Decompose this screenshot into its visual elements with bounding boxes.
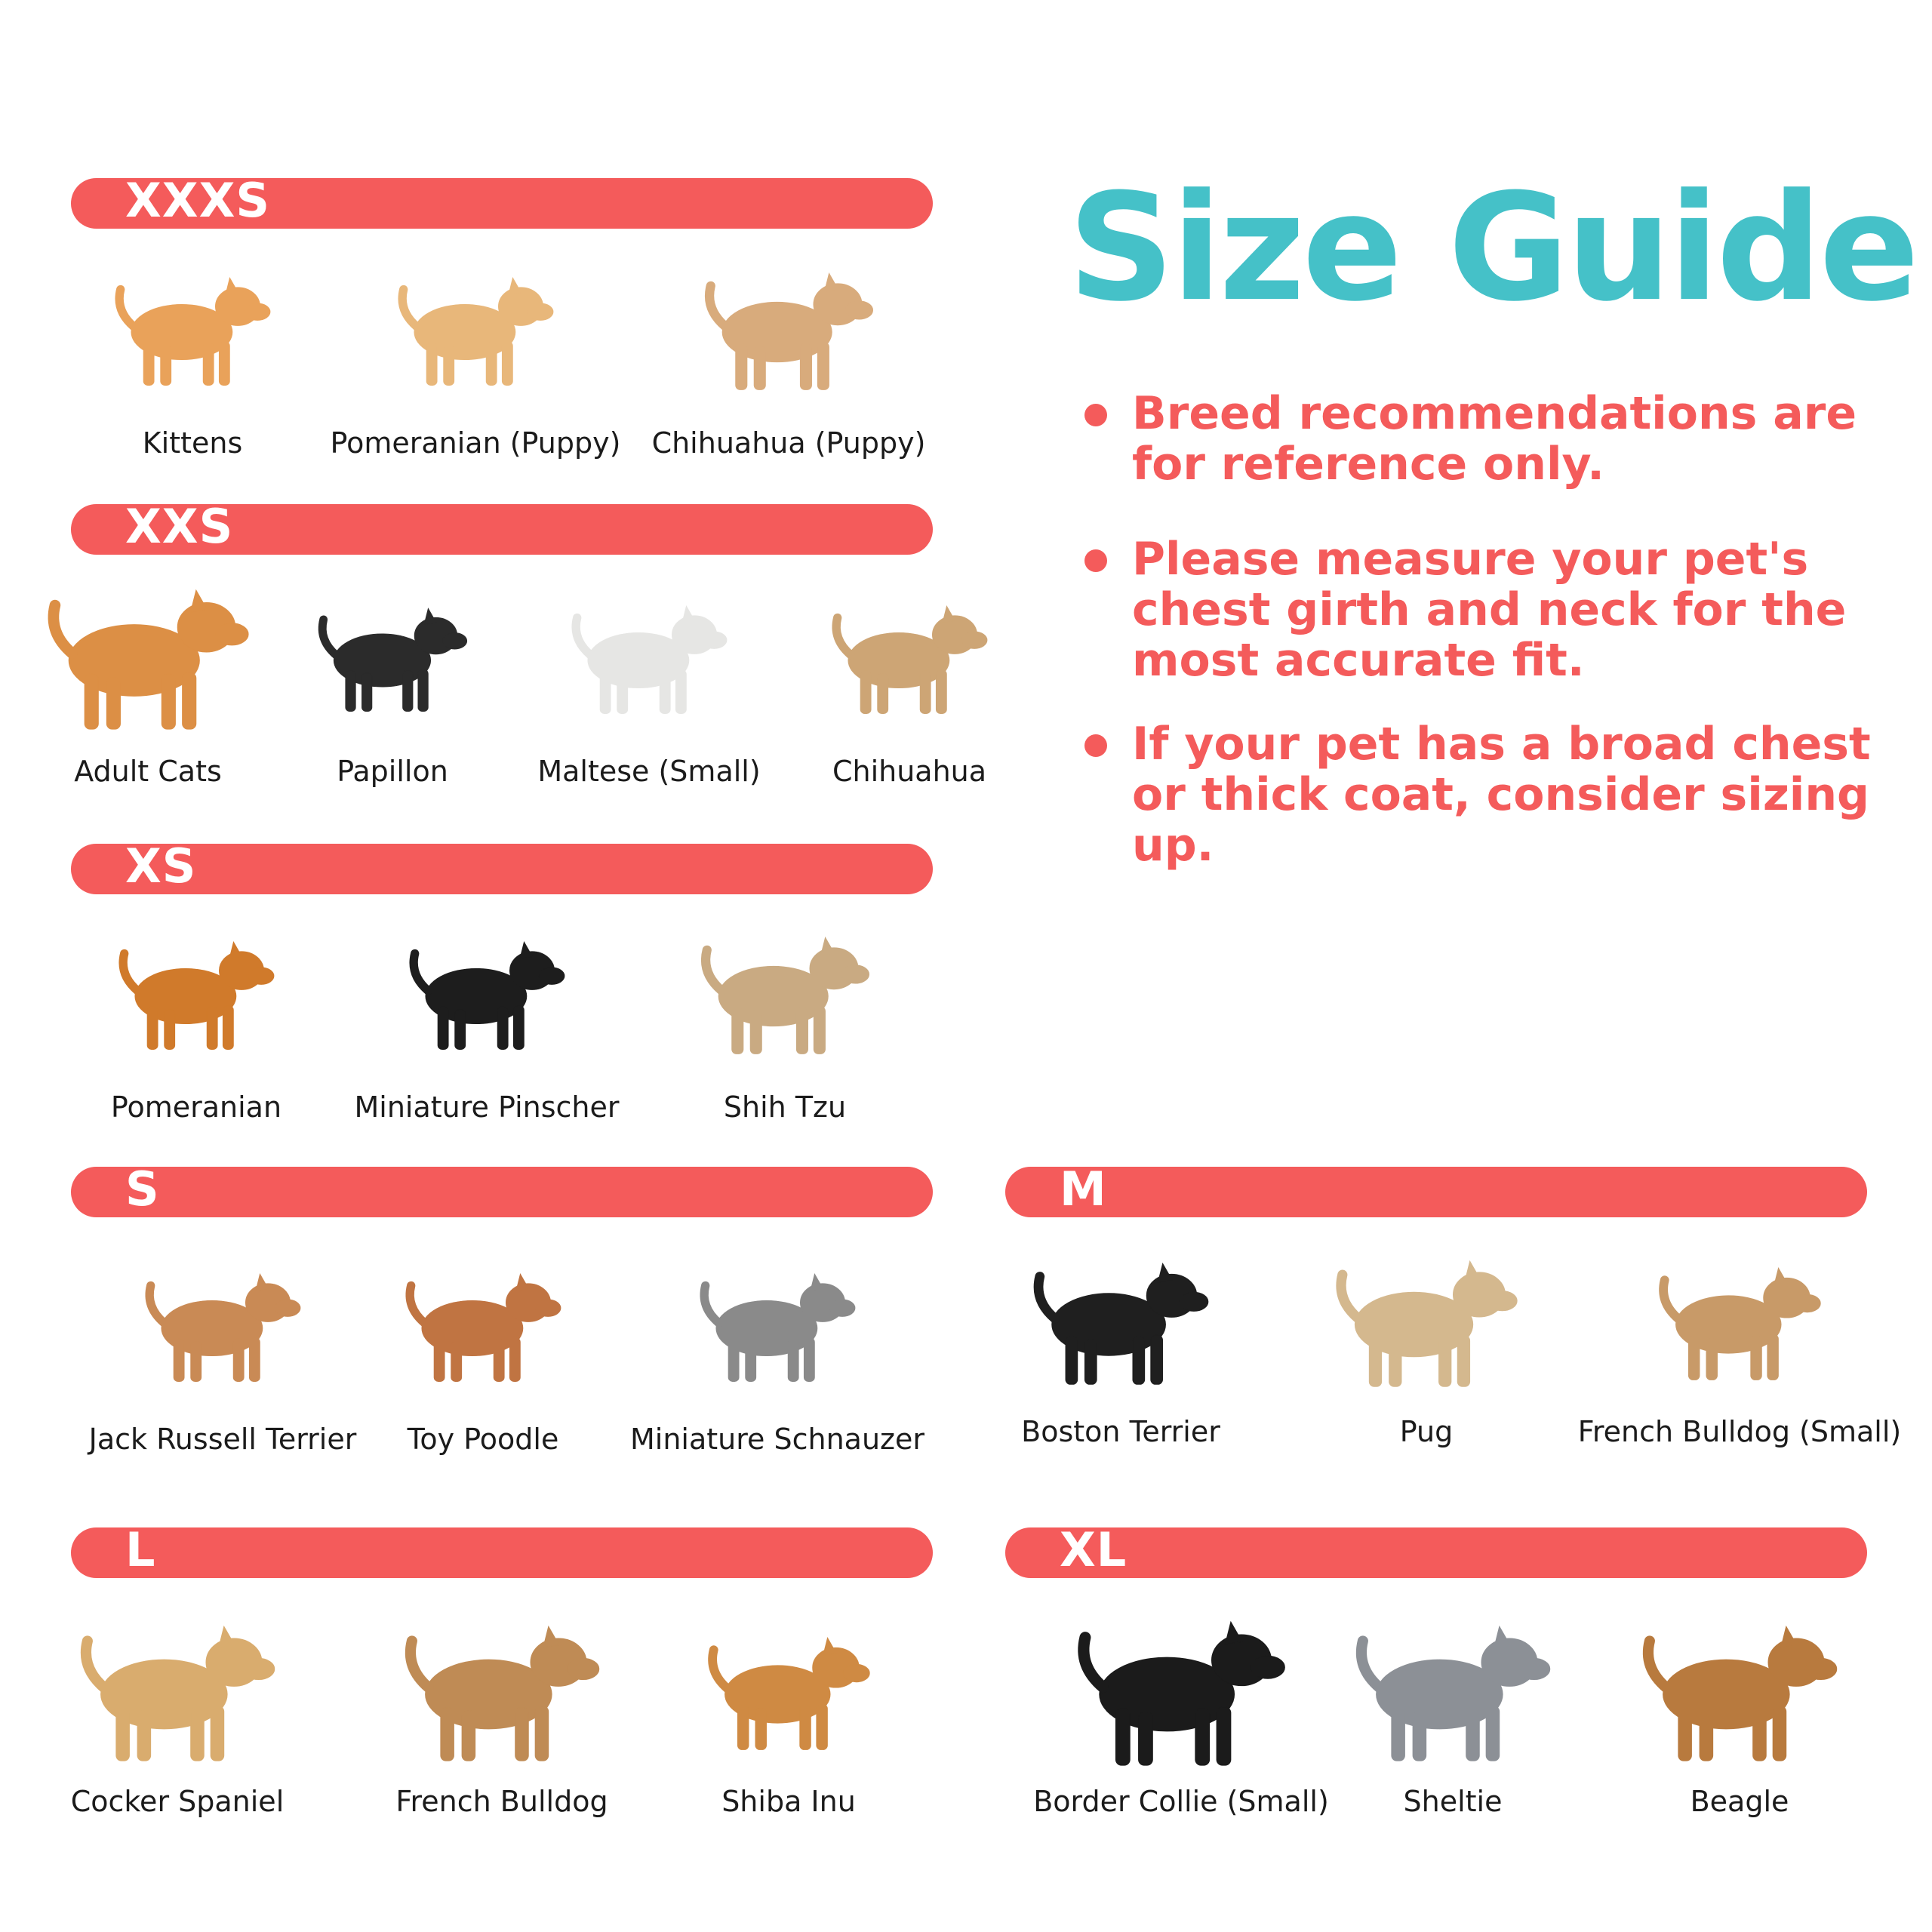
pomeranian-puppy-image — [385, 249, 566, 415]
pet-name: Kittens — [142, 426, 243, 460]
pet-pomeranian — [53, 913, 340, 1124]
pet-shiba-inu — [645, 1607, 932, 1819]
pet-chihuahua-puppy — [645, 249, 932, 460]
shiba-inu-image — [694, 1607, 883, 1781]
sheltie-image — [1340, 1607, 1566, 1781]
pet-name: Chihuahua — [832, 755, 987, 788]
pet-name: Pomeranian (Puppy) — [330, 426, 621, 460]
size-label: XXXS — [125, 173, 271, 228]
note-text: Please measure your pet's chest girth and neck for the most accurate fit. — [1132, 533, 1847, 687]
papillon-image — [306, 577, 479, 743]
size-label: XS — [125, 838, 197, 894]
pomeranian-image — [106, 913, 287, 1079]
french-bulldog-image — [389, 1607, 615, 1781]
maltese-image — [558, 577, 740, 743]
cocker-spaniel-image — [64, 1607, 291, 1781]
pet-name: Shiba Inu — [721, 1785, 856, 1818]
bullet-icon — [1084, 734, 1107, 757]
pet-pug — [1283, 1238, 1570, 1449]
size-label: L — [125, 1522, 156, 1577]
pet-name: Boston Terrier — [1021, 1415, 1220, 1448]
pet-shih-tzu — [641, 913, 928, 1124]
note-reference-only — [1087, 389, 1872, 490]
size-band-xxxs — [71, 173, 933, 229]
french-bulldog-small-image — [1645, 1238, 1834, 1411]
size-label: S — [125, 1161, 160, 1217]
pet-name: Pomeranian — [110, 1091, 282, 1124]
jack-russell-image — [132, 1245, 313, 1411]
size-band-xl — [1005, 1522, 1867, 1578]
note-text: If your pet has a broad chest or thick coat, consider sizing up. — [1132, 718, 1871, 872]
pet-name: Shih Tzu — [723, 1091, 847, 1124]
pet-name: Miniature Schnauzer — [629, 1423, 924, 1456]
pet-name: French Bulldog (Small) — [1577, 1415, 1902, 1448]
pet-name: Adult Cats — [74, 755, 222, 788]
pet-name: Papillon — [337, 755, 448, 788]
pet-french-bulldog — [358, 1607, 645, 1819]
pet-name: Cocker Spaniel — [70, 1785, 285, 1818]
pet-name: French Bulldog — [395, 1785, 608, 1818]
pet-name: Toy Poodle — [407, 1423, 559, 1456]
beagle-image — [1626, 1607, 1853, 1781]
chihuahua-puppy-image — [691, 249, 887, 415]
note-sizing-up — [1087, 719, 1872, 871]
miniature-pinscher-image — [396, 913, 577, 1079]
pet-name: Beagle — [1690, 1785, 1789, 1818]
size-label: M — [1060, 1161, 1107, 1217]
size-band-l — [71, 1522, 933, 1578]
pet-name: Chihuahua (Puppy) — [651, 426, 926, 460]
pet-chihuahua — [766, 577, 1053, 789]
pet-toy-poodle — [340, 1245, 626, 1457]
pet-name: Jack Russell Terrier — [88, 1423, 357, 1456]
size-label: XXS — [125, 499, 234, 554]
size-label: XL — [1060, 1522, 1128, 1577]
pet-miniature-schnauzer — [629, 1245, 924, 1457]
pet-miniature-pinscher — [343, 913, 630, 1124]
chihuahua-image — [819, 577, 1000, 743]
size-band-m — [1005, 1161, 1867, 1217]
miniature-schnauzer-image — [687, 1245, 868, 1411]
pet-beagle — [1596, 1607, 1883, 1819]
size-band-xxs — [71, 499, 933, 555]
note-text: Breed recommendations are for reference only. — [1132, 387, 1857, 491]
border-collie-image — [1060, 1607, 1302, 1781]
shih-tzu-image — [687, 913, 883, 1079]
adult-cat-image — [31, 577, 265, 743]
pet-name: Sheltie — [1403, 1785, 1503, 1818]
pet-pomeranian-puppy — [332, 249, 619, 460]
page-title: Size Guide — [1068, 162, 1917, 334]
pet-name: Maltese (Small) — [537, 755, 761, 788]
toy-poodle-image — [392, 1245, 574, 1411]
note-measure — [1087, 534, 1872, 686]
bullet-icon — [1084, 404, 1107, 426]
pet-sheltie — [1309, 1607, 1596, 1819]
pug-image — [1321, 1238, 1532, 1411]
bullet-icon — [1084, 549, 1107, 572]
pet-cocker-spaniel — [34, 1607, 321, 1819]
kitten-image — [102, 249, 283, 415]
pet-name: Border Collie (Small) — [1033, 1785, 1329, 1818]
size-band-xs — [71, 838, 933, 894]
pet-name: Miniature Pinscher — [354, 1091, 620, 1124]
pet-boston-terrier — [977, 1238, 1264, 1449]
pet-name: Pug — [1399, 1415, 1454, 1448]
pet-french-bulldog-small — [1577, 1238, 1902, 1449]
pet-kittens — [49, 249, 336, 460]
boston-terrier-image — [1019, 1238, 1223, 1411]
size-band-s — [71, 1161, 933, 1217]
